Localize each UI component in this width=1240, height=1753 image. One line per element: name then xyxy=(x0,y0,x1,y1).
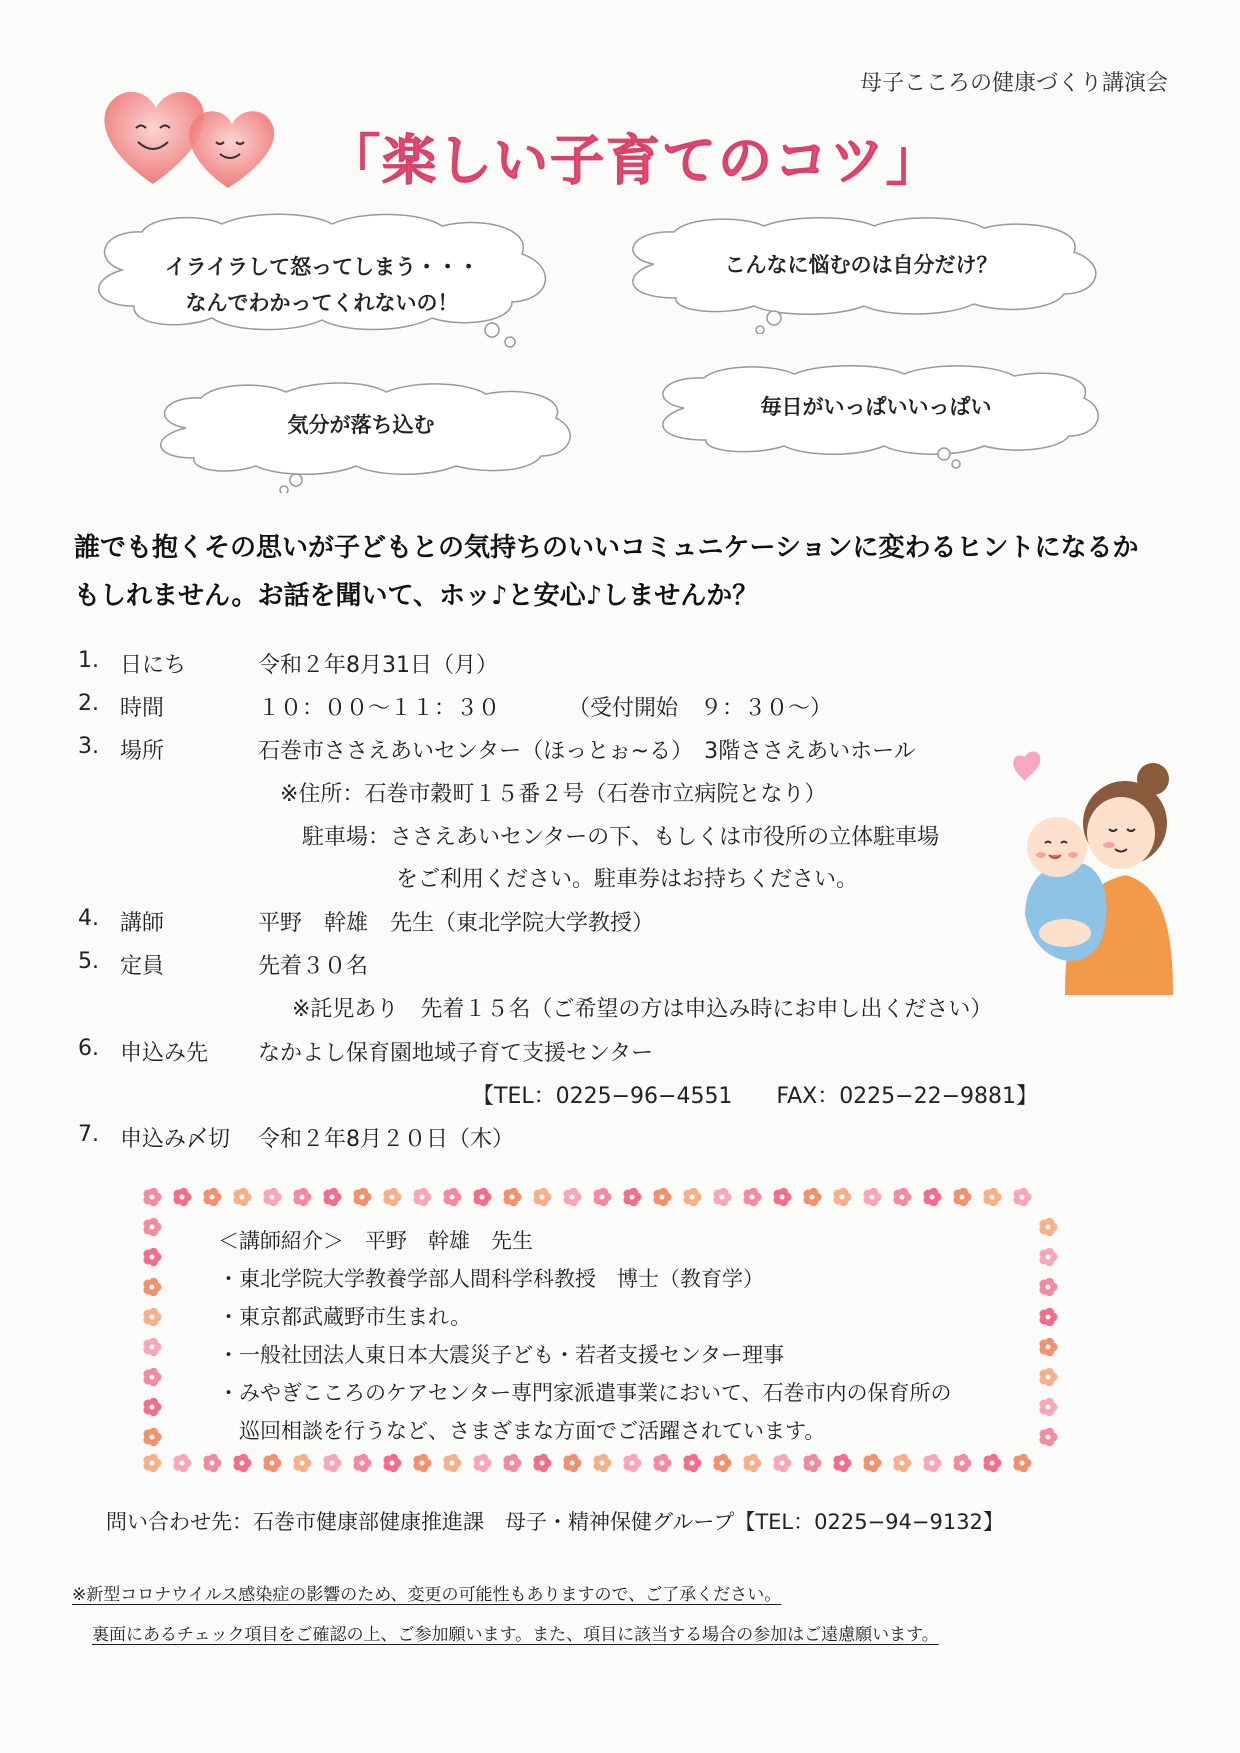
flower-icon xyxy=(143,1428,161,1447)
parking-info: 駐車場：ささえあいセンターの下、もしくは市役所の立体駐車場 xyxy=(302,825,940,850)
profile-item: ・一般社団法人東日本大震災子ども・若者支援センター理事 xyxy=(218,1343,785,1367)
flower-icon xyxy=(623,1188,641,1207)
detail-number: 7. xyxy=(78,1122,99,1147)
flower-icon xyxy=(923,1454,941,1473)
detail-label: 申込み先 xyxy=(120,1041,209,1066)
flower-icon xyxy=(1039,1338,1057,1357)
flower-icon xyxy=(803,1454,821,1473)
series-title: 母子こころの健康づくり講演会 xyxy=(859,71,1168,96)
flower-icon xyxy=(143,1308,161,1327)
detail-number: 3. xyxy=(78,734,99,759)
flower-icon xyxy=(563,1188,581,1207)
reception-start: （受付開始 ９：３０～） xyxy=(568,696,833,721)
flower-icon xyxy=(893,1454,911,1473)
bubble-text-line: こんなに悩むのは自分だけ？ xyxy=(724,253,998,277)
detail-label: 申込み〆切 xyxy=(120,1127,231,1152)
flower-icon xyxy=(323,1454,341,1473)
thought-bubble-only-me xyxy=(614,214,1108,334)
flower-icon xyxy=(953,1188,971,1207)
flower-icon xyxy=(143,1398,161,1417)
flower-icon xyxy=(443,1454,461,1473)
flower-icon xyxy=(833,1454,851,1473)
flower-icon xyxy=(143,1188,161,1207)
profile-item: ・東北学院大学教養学部人間科学科教授 博士（教育学） xyxy=(218,1267,764,1291)
detail-label: 場所 xyxy=(120,739,165,764)
flower-icon xyxy=(503,1454,521,1473)
flower-icon xyxy=(953,1454,971,1473)
flower-icon xyxy=(353,1454,371,1473)
detail-label: 講師 xyxy=(120,911,165,936)
flower-icon xyxy=(1039,1398,1057,1417)
flower-icon xyxy=(473,1188,491,1207)
flower-icon xyxy=(143,1338,161,1357)
flower-icon xyxy=(533,1454,551,1473)
flower-icon xyxy=(1039,1218,1057,1237)
thought-bubble-overwhelmed xyxy=(644,362,1108,472)
detail-value: 石巻市ささえあいセンター（ほっとぉ~る） 3階ささえあいホール xyxy=(258,739,916,764)
bubble-text-line: 毎日がいっぱいいっぱい xyxy=(760,395,992,419)
flower-icon xyxy=(683,1454,701,1473)
detail-value: 令和２年8月２０日（木） xyxy=(258,1127,514,1152)
flower-icon xyxy=(1039,1278,1057,1297)
bubble-text-line: 気分が落ち込む xyxy=(287,413,435,437)
thought-bubble-feeling-down xyxy=(146,378,576,493)
flower-icon xyxy=(173,1454,191,1473)
flower-icon xyxy=(383,1454,401,1473)
flower-icon xyxy=(773,1454,791,1473)
detail-label: 日にち xyxy=(120,653,187,678)
flower-icon xyxy=(263,1188,281,1207)
flower-icon xyxy=(233,1188,251,1207)
flower-icon xyxy=(293,1188,311,1207)
flower-icon xyxy=(1013,1188,1031,1207)
flower-icon xyxy=(773,1188,791,1207)
flower-icon xyxy=(863,1188,881,1207)
flower-icon xyxy=(1039,1248,1057,1267)
flower-icon xyxy=(533,1188,551,1207)
flower-icon xyxy=(233,1454,251,1473)
flower-icon xyxy=(923,1188,941,1207)
flower-icon xyxy=(353,1188,371,1207)
detail-value: 令和２年8月31日（月） xyxy=(258,653,498,678)
bubble-text-line: なんでわかってくれないの！ xyxy=(185,291,459,315)
flower-icon xyxy=(713,1188,731,1207)
smiling-hearts-illustration xyxy=(98,84,288,194)
flower-icon xyxy=(413,1188,431,1207)
covid-notice: ※新型コロナウイルス感染症の影響のため、変更の可能性もありますので、ご了承ください。 xyxy=(72,1585,782,1605)
checklist-notice: 裏面にあるチェック項目をご確認の上、ご参加願います。また、項目に該当する場合の参加はご遠慮願います。 xyxy=(92,1625,939,1645)
detail-value: 平野 幹雄 先生（東北学院大学教授） xyxy=(258,911,655,936)
profile-heading: ＜講師紹介＞ 平野 幹雄 先生 xyxy=(218,1229,533,1253)
detail-number: 4. xyxy=(78,906,99,931)
lead-line: もしれません。お話を聞いて、ホッ♪と安心♪しませんか？ xyxy=(74,581,759,611)
flower-icon xyxy=(983,1454,1001,1473)
apply-phone-fax: 【TEL：0225−96−4551 FAX：0225−22−9881】 xyxy=(472,1084,1039,1109)
profile-item: ・東京都武蔵野市生まれ。 xyxy=(218,1305,472,1329)
mother-and-baby-illustration xyxy=(1005,745,1175,995)
flower-icon xyxy=(593,1454,611,1473)
flower-icon xyxy=(443,1188,461,1207)
flower-icon xyxy=(143,1218,161,1237)
detail-value: なかよし保育園地域子育て支援センター xyxy=(258,1041,654,1066)
flower-icon xyxy=(143,1368,161,1387)
flower-icon xyxy=(1039,1368,1057,1387)
flower-icon xyxy=(383,1188,401,1207)
contact-info: 問い合わせ先：石巻市健康部健康推進課 母子・精神保健グループ【TEL：0225−94−9132】 xyxy=(106,1510,1004,1534)
flower-icon xyxy=(653,1454,671,1473)
flower-icon xyxy=(623,1454,641,1473)
lead-line: 誰でも抱くその思いが子どもとの気持ちのいいコミュニケーションに変わるヒントになるか xyxy=(74,533,1139,563)
flower-icon xyxy=(203,1454,221,1473)
flower-icon xyxy=(323,1188,341,1207)
flower-icon xyxy=(563,1454,581,1473)
thought-bubble-irritation xyxy=(82,210,562,350)
flower-icon xyxy=(143,1278,161,1297)
detail-value: 先着３０名 xyxy=(258,954,369,979)
detail-label: 時間 xyxy=(120,696,165,721)
flower-icon xyxy=(863,1454,881,1473)
flower-icon xyxy=(1013,1454,1031,1473)
bubble-text-line: イライラして怒ってしまう・・・ xyxy=(164,255,480,279)
profile-item: 巡回相談を行うなど、さまざまな方面でご活躍されています。 xyxy=(218,1419,826,1443)
lecturer-profile xyxy=(218,1222,952,1450)
detail-number: 5. xyxy=(78,949,99,974)
flower-icon xyxy=(833,1188,851,1207)
detail-number: 1. xyxy=(78,648,99,673)
detail-label: 定員 xyxy=(120,954,165,979)
profile-item: ・みやぎこころのケアセンター専門家派遣事業において、石巻市内の保育所の xyxy=(218,1381,952,1405)
flower-icon xyxy=(893,1188,911,1207)
flower-icon xyxy=(653,1188,671,1207)
flower-icon xyxy=(293,1454,311,1473)
flower-icon xyxy=(803,1188,821,1207)
childcare-note: ※託児あり 先着１５名（ご希望の方は申込み時にお申し出ください） xyxy=(292,997,993,1022)
flower-icon xyxy=(1039,1308,1057,1327)
parking-info-cont: をご利用ください。駐車券はお持ちください。 xyxy=(396,867,859,892)
place-address: ※住所：石巻市穀町１５番２号（石巻市立病院となり） xyxy=(280,782,827,807)
lead-paragraph xyxy=(74,524,1194,620)
event-title: 「楽しい子育てのコツ」 xyxy=(326,129,942,192)
flower-icon xyxy=(173,1188,191,1207)
flower-icon xyxy=(503,1188,521,1207)
flower-icon xyxy=(263,1454,281,1473)
flower-icon xyxy=(473,1454,491,1473)
detail-value: １０：００～１１：３０ xyxy=(258,696,501,721)
flower-icon xyxy=(743,1188,761,1207)
flower-icon xyxy=(143,1454,161,1473)
flower-icon xyxy=(203,1188,221,1207)
flower-icon xyxy=(1039,1428,1057,1447)
flower-icon xyxy=(683,1188,701,1207)
flower-icon xyxy=(593,1188,611,1207)
flower-icon xyxy=(713,1454,731,1473)
detail-number: 6. xyxy=(78,1036,99,1061)
flower-icon xyxy=(143,1248,161,1267)
flower-icon xyxy=(983,1188,1001,1207)
detail-number: 2. xyxy=(78,691,99,716)
flower-icon xyxy=(743,1454,761,1473)
flower-icon xyxy=(413,1454,431,1473)
